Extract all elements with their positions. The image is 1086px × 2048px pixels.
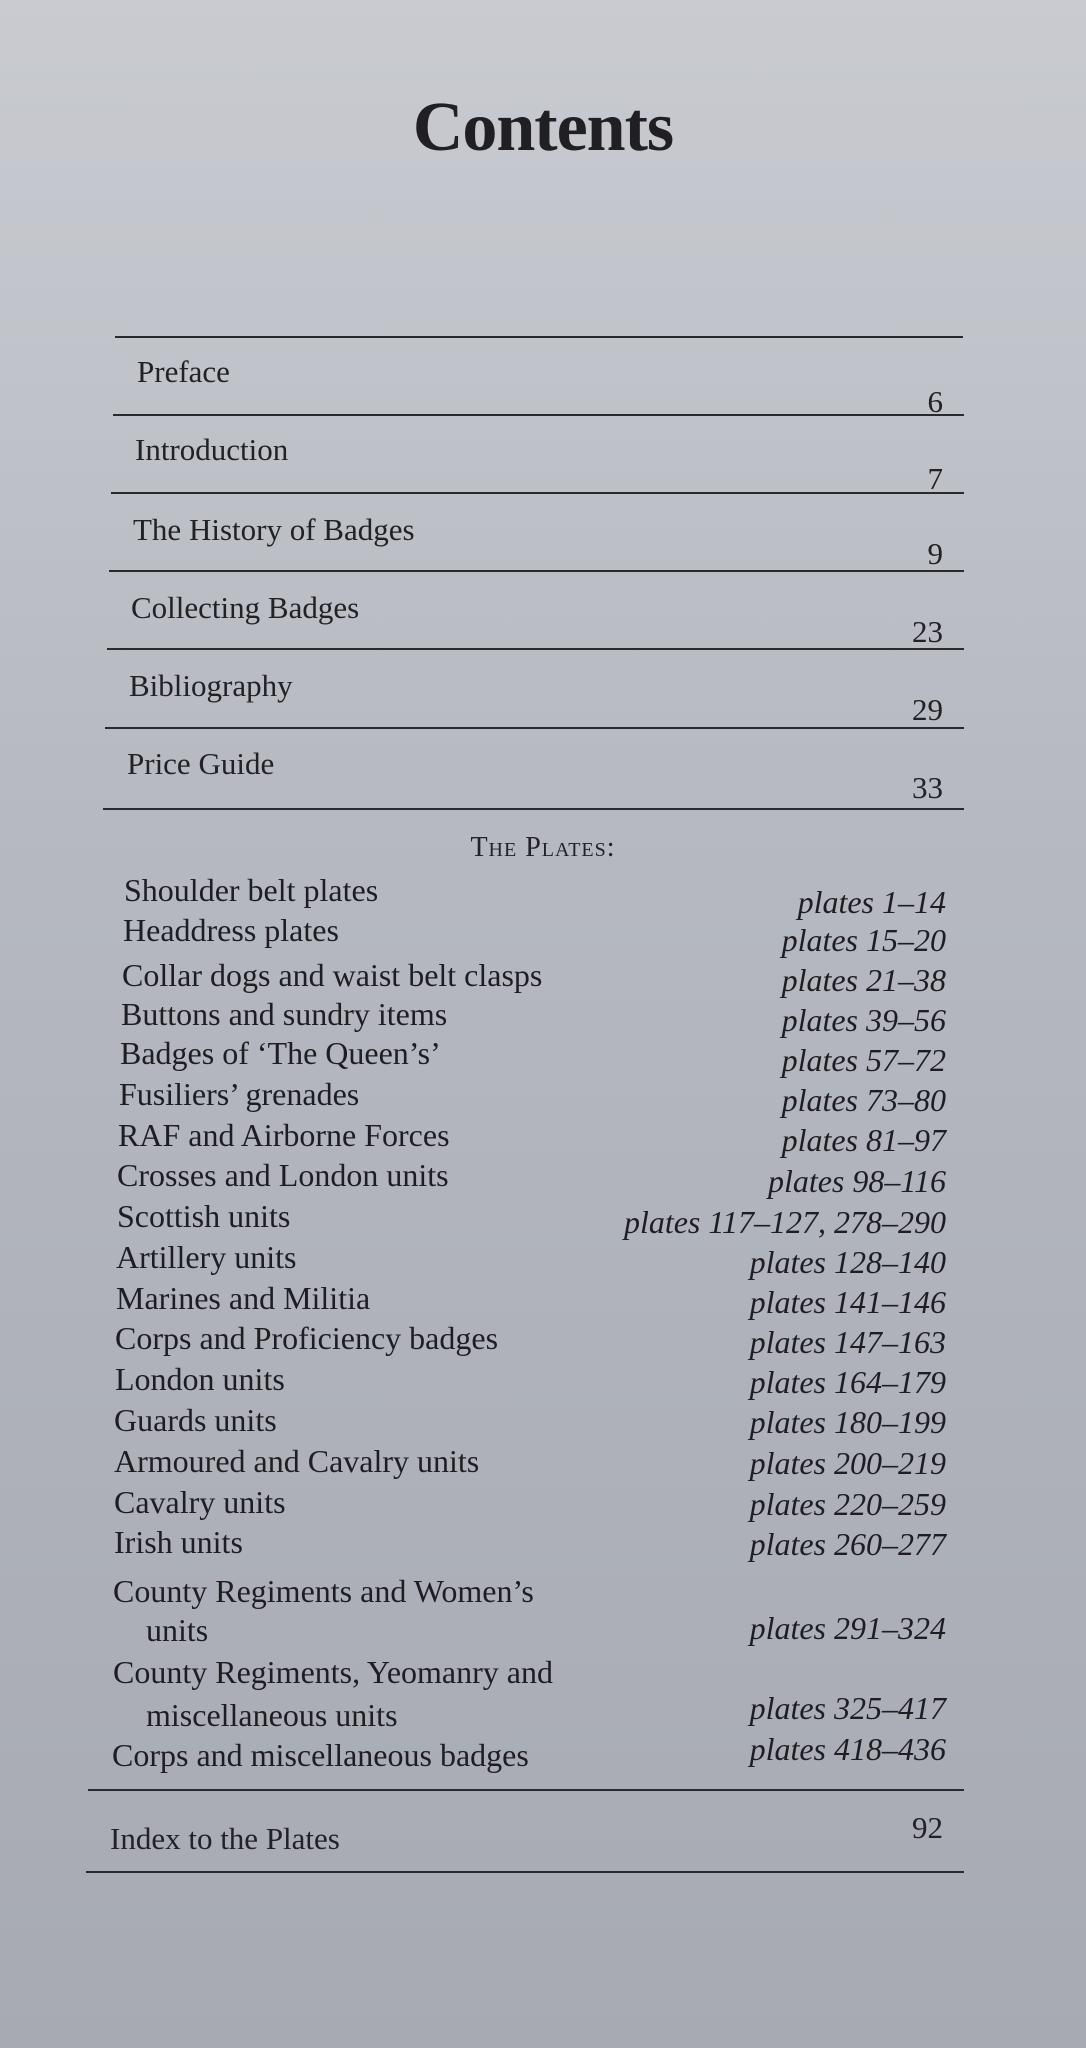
plate-range: plates 418–436 <box>749 1731 946 1767</box>
section-page-number: 33 <box>912 770 943 805</box>
plate-label: Guards units <box>114 1402 277 1438</box>
plate-label: County Regiments and Women’s <box>113 1573 534 1609</box>
plate-label: Collar dogs and waist belt clasps <box>122 957 543 993</box>
section-title: Price Guide <box>127 746 275 781</box>
plate-range: plates 164–179 <box>749 1364 946 1400</box>
plate-range: plates 260–277 <box>749 1526 946 1562</box>
plates-heading: The Plates: <box>470 832 616 863</box>
section-page-number: 23 <box>912 614 943 649</box>
plate-range: plates 128–140 <box>749 1244 946 1280</box>
plate-label: Shoulder belt plates <box>124 872 379 908</box>
plate-range: plates 73–80 <box>781 1082 946 1118</box>
plate-label: Irish units <box>114 1524 243 1560</box>
plate-range: plates 81–97 <box>781 1122 946 1158</box>
section-rule <box>115 336 963 338</box>
plate-label: Buttons and sundry items <box>121 996 448 1032</box>
section-rule <box>109 570 964 572</box>
section-page-number: 29 <box>912 692 943 727</box>
plate-range: plates 147–163 <box>749 1324 946 1360</box>
plate-range: plates 21–38 <box>781 962 946 998</box>
section-page-number: 6 <box>927 384 943 419</box>
index-title: Index to the Plates <box>110 1821 340 1856</box>
plate-label-continued: miscellaneous units <box>146 1697 398 1733</box>
plate-range: plates 98–116 <box>767 1163 946 1199</box>
section-rule <box>107 648 964 650</box>
section-title: Collecting Badges <box>131 590 360 625</box>
plate-label-continued: units <box>146 1612 209 1648</box>
plate-range: plates 180–199 <box>749 1404 946 1440</box>
plate-range: plates 200–219 <box>749 1445 946 1481</box>
plate-label: Cavalry units <box>114 1484 286 1520</box>
plate-label: Corps and miscellaneous badges <box>112 1737 529 1773</box>
section-title: Introduction <box>135 432 289 467</box>
plate-range: plates 141–146 <box>749 1284 946 1320</box>
plate-range: plates 291–324 <box>749 1610 946 1646</box>
plate-range: plates 39–56 <box>781 1002 946 1038</box>
plate-label: Crosses and London units <box>117 1157 449 1193</box>
plate-label: Headdress plates <box>123 912 339 948</box>
plate-label: Corps and Proficiency badges <box>115 1320 499 1356</box>
plate-label: Armoured and Cavalry units <box>114 1443 480 1479</box>
plate-range: plates 15–20 <box>781 922 946 958</box>
plate-label: Badges of ‘The Queen’s’ <box>120 1035 441 1071</box>
index-rule <box>86 1871 964 1873</box>
plate-range: plates 325–417 <box>749 1690 946 1726</box>
section-title: Preface <box>137 354 230 389</box>
index-page-number: 92 <box>912 1810 943 1845</box>
plate-label: London units <box>115 1361 285 1397</box>
plate-range: plates 1–14 <box>797 884 946 920</box>
section-title: Bibliography <box>129 668 293 703</box>
index-rule <box>88 1789 964 1791</box>
plate-label: Artillery units <box>116 1239 297 1275</box>
plate-label: County Regiments, Yeomanry and <box>113 1654 553 1690</box>
section-rule <box>105 727 964 729</box>
plate-range: plates 117–127, 278–290 <box>623 1204 946 1240</box>
section-rule <box>111 492 964 494</box>
plate-label: Marines and Militia <box>116 1280 371 1316</box>
plate-label: RAF and Airborne Forces <box>118 1117 450 1153</box>
section-rule <box>103 808 964 810</box>
plate-label: Fusiliers’ grenades <box>119 1076 360 1112</box>
section-page-number: 7 <box>927 461 943 496</box>
section-page-number: 9 <box>927 536 943 571</box>
plate-range: plates 220–259 <box>749 1486 946 1522</box>
section-rule <box>113 414 964 416</box>
plate-label: Scottish units <box>117 1198 291 1234</box>
section-title: The History of Badges <box>133 512 415 547</box>
plate-range: plates 57–72 <box>781 1042 946 1078</box>
page-title: Contents <box>412 89 674 166</box>
